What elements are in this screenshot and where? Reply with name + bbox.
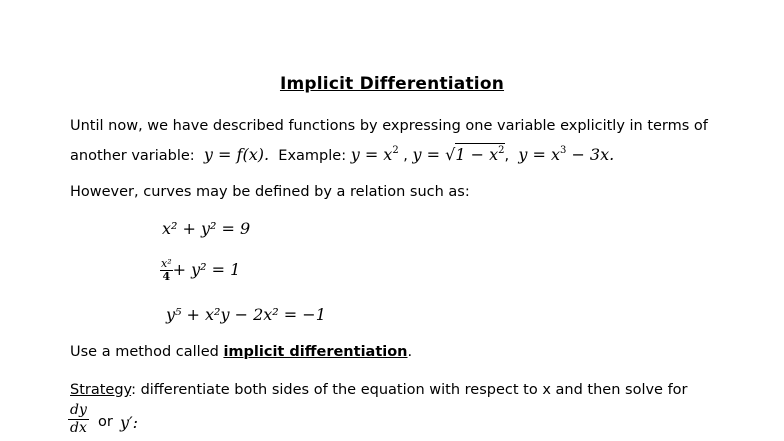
page-title: Implicit Differentiation xyxy=(279,74,505,94)
sqrt-radicand: $1 - x^2$ xyxy=(455,145,505,164)
example-1: $y = x^2$ xyxy=(350,145,399,164)
method-term: implicit differentiation xyxy=(223,344,408,360)
y-prime: y′: xyxy=(120,413,139,432)
example-2: $y = √1 - x^2$ xyxy=(412,145,505,164)
equation-3: y⁵ + x²y − 2x² = −1 xyxy=(166,305,326,324)
equation-2: $\frac{\text{x²}}{4}$ + y² = 1 xyxy=(161,257,241,283)
equation-1: x² + y² = 9 xyxy=(162,219,251,238)
example-label: Example: xyxy=(278,148,347,164)
strategy-line: Strategy: differentiate both sides of the equation with respect to x and then solve for xyxy=(70,382,688,398)
strategy-label: Strategy xyxy=(70,382,132,398)
dy-dx-fraction: $\frac{dy}{dx}$ xyxy=(70,402,87,436)
or-text: or xyxy=(98,414,113,430)
intro-line-2-text: another variable: xyxy=(70,148,195,164)
equation-2-fraction: $\frac{\text{x²}}{4}$ xyxy=(161,257,172,283)
intro-line-1: Until now, we have described functions by expressing one variable explicitly in terms of xyxy=(70,118,708,134)
method-line: Use a method called implicit differentiation. xyxy=(70,344,413,360)
function-notation: y = f(x). xyxy=(203,145,270,164)
relation-line: However, curves may be defined by a relation such as: xyxy=(70,184,470,200)
example-3: $y = x^3 - 3x$. xyxy=(518,145,615,164)
intro-line-2: another variable: y = f(x). Example: $y = x^2$ , $y = √1 - x^2$, $y = x^3 - 3x$. xyxy=(70,145,615,164)
